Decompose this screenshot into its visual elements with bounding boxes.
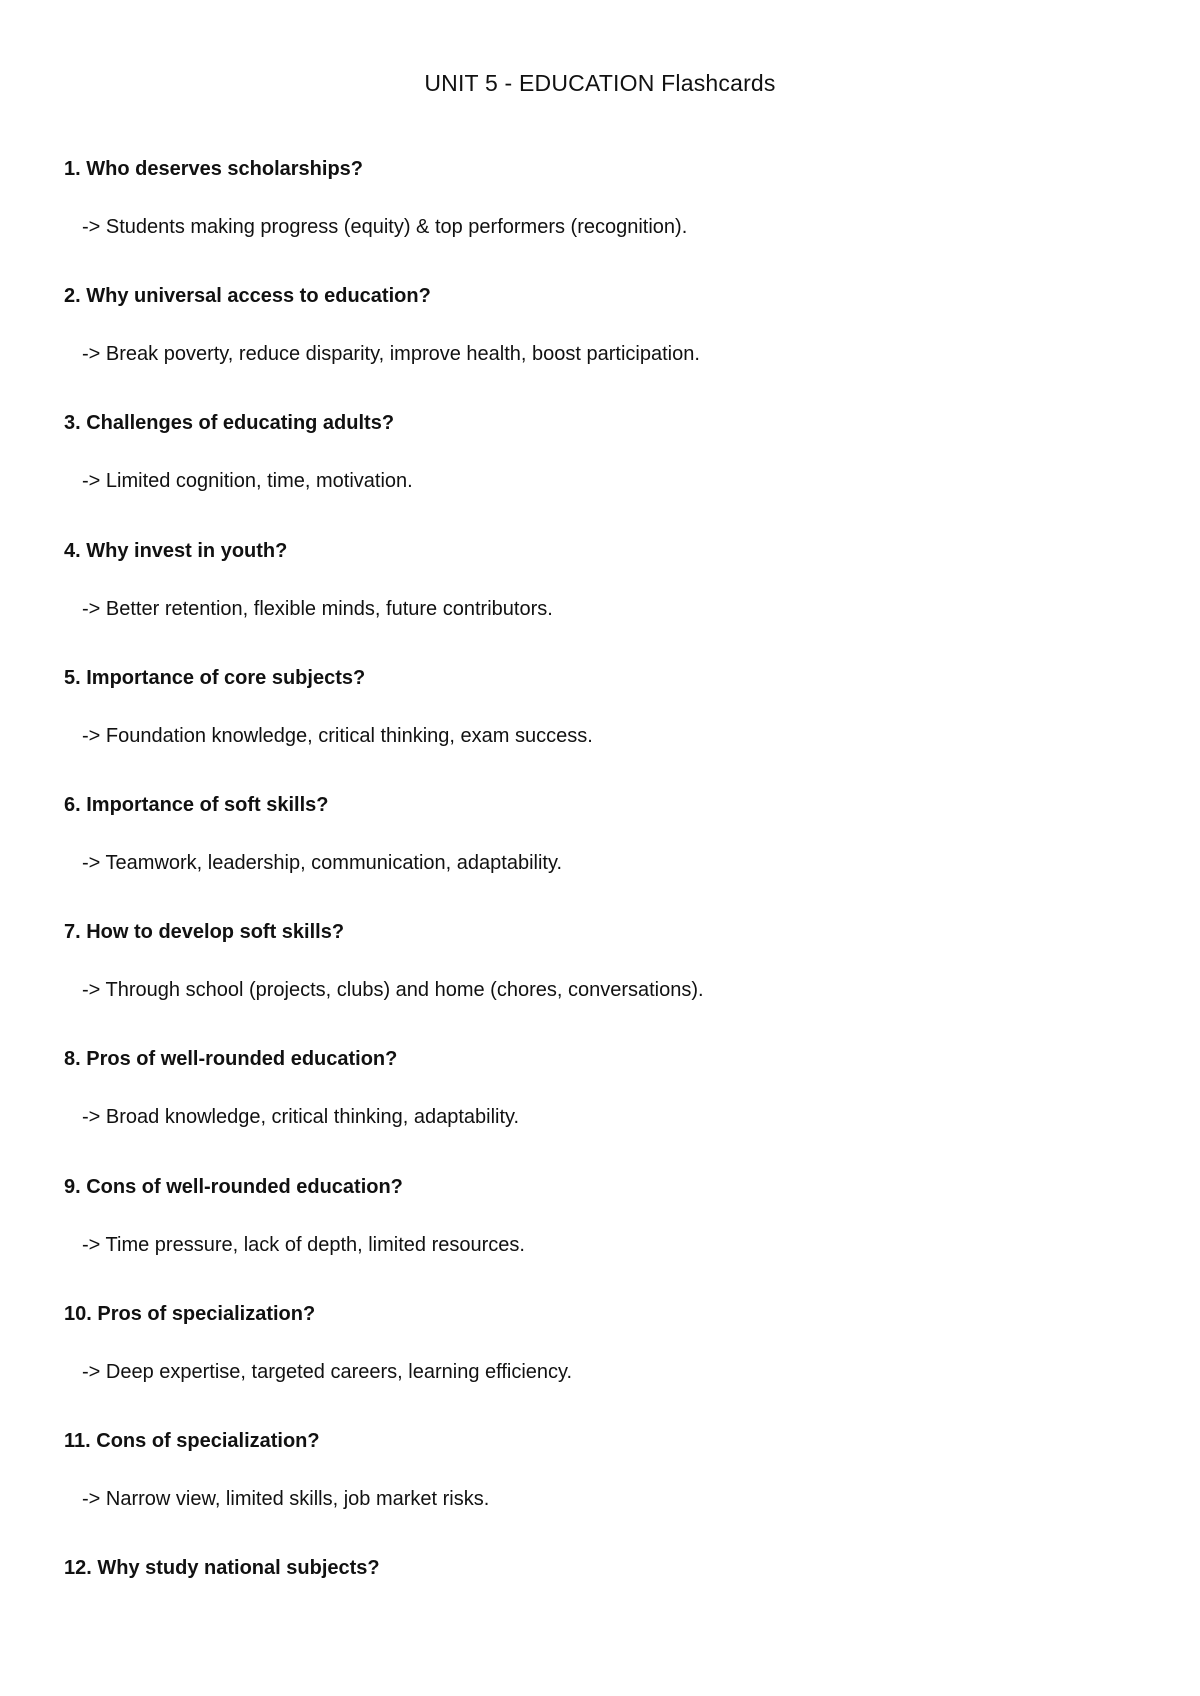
flashcard-question: 4. Why invest in youth? [64,539,288,562]
flashcard [64,1303,1144,1430]
flashcard [64,1557,1144,1684]
flashcard [64,667,1144,794]
flashcard-answer: -> Foundation knowledge, critical thinking, exam success. [82,724,593,747]
flashcard-question: 5. Importance of core subjects? [64,666,366,689]
flashcard [64,1048,1144,1175]
flashcard-question: 3. Challenges of educating adults? [64,412,395,435]
flashcard-question: 9. Cons of well-rounded education? [64,1175,403,1198]
flashcard-answer: -> Broad knowledge, critical thinking, adaptability. [82,1106,520,1129]
flashcard [64,158,1144,285]
flashcard-question: 7. How to develop soft skills? [64,921,345,944]
flashcard [64,921,1144,1048]
flashcard [64,794,1144,921]
flashcard-answer: -> Deep expertise, targeted careers, learning efficiency. [82,1360,573,1383]
flashcard-answer: -> Better retention, flexible minds, future contributors. [82,597,553,620]
flashcard-question: 8. Pros of well-rounded education? [64,1048,398,1071]
flashcard-answer: -> Break poverty, reduce disparity, improve health, boost participation. [82,343,700,366]
flashcard-question: 1. Who deserves scholarships? [64,158,363,180]
flashcard [64,540,1144,667]
flashcard-question: 6. Importance of soft skills? [64,793,329,816]
flashcard [64,1430,1144,1557]
flashcard [64,1176,1144,1303]
flashcard-answer: -> Through school (projects, clubs) and home (chores, conversations). [82,979,704,1002]
flashcard [64,412,1144,539]
document-title: UNIT 5 - EDUCATION Flashcards [424,70,776,96]
flashcard-question: 11. Cons of specialization? [64,1429,320,1452]
flashcard-question: 2. Why universal access to education? [64,285,431,308]
flashcard-question: 10. Pros of specialization? [64,1302,316,1325]
flashcard-question: 12. Why study national subjects? [64,1557,380,1580]
flashcard [64,285,1144,412]
flashcard-answer: -> Narrow view, limited skills, job market risks. [82,1487,490,1510]
flashcard-answer: -> Teamwork, leadership, communication, adaptability. [82,851,563,874]
flashcard-list [64,158,1144,1684]
flashcard-answer: -> Students making progress (equity) & top performers (recognition). [82,216,688,238]
flashcard-answer: -> Limited cognition, time, motivation. [82,470,413,493]
flashcard-answer: -> Time pressure, lack of depth, limited resources. [82,1233,525,1256]
